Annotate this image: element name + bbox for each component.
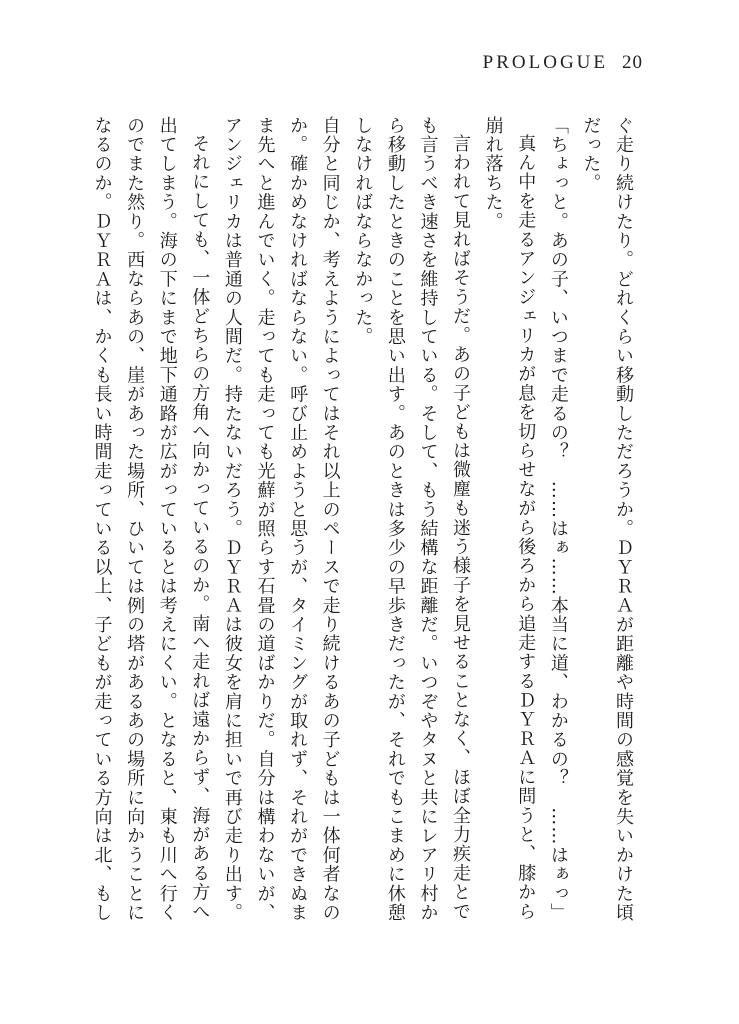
page-number: 20: [622, 52, 643, 73]
paragraph: 自分と同じか、考えようによってはそれ以上のペースで走り続けるあの子どもは一体何者なのか。確かめなければならない。呼び止めようと思うが、タイミングが取れず、それができぬまま先へと進んでいく。走っても走っても光蘚が照らす石畳の道ばかりだ。自分は構わないが、アンジェリカは普通の人間だ。持たないだろう。ＤＹＲＡは彼女を肩に担いで再び走り出す。: [221, 116, 341, 923]
dialogue-paragraph: 「ちょっと。あの子、いつまで走るの？ ……はぁ……本当に道、わかるの？ ……はぁっ」: [547, 116, 569, 923]
paragraph: それにしても、一体どちらの方角へ向かっているのか。南へ走れば遠からず、海がある方へ出てしまう。海の下にまで地下通路が広がっているとは考えにくい。となると、東も川へ行くのでまた然り。西ならあの、崖があった場所、ひいては例の塔があるあの場所に向かうことになるのか。ＤＹＲＡは、かくも長い時間走っている以上、子どもが走っている方向は北、もし: [91, 116, 211, 923]
paragraph: ぐ走り続けたり。どれくらい移動しただろうか。ＤＹＲＡが距離や時間の感覚を失いかけた頃だった。: [580, 116, 634, 923]
paragraph: 真ん中を走るアンジェリカが息を切らせながら後ろから追走するＤＹＲＡに問うと、膝から崩れ落ちた。: [482, 116, 537, 922]
paragraph: 言われて見ればそうだ。あの子どもは微塵も迷う様子を見せることなく、ほぼ全力疾走とでも言うべき速さを維持している。そして、もう結構な距離だ。いつぞやタヌと共にレアリ村から移動したときのことを思い出す。あのときは多少の早歩きだったが、それでもこまめに休憩しなければならなかった。: [352, 116, 472, 923]
chapter-title: PROLOGUE: [482, 52, 608, 73]
running-header: [483, 52, 643, 74]
vertical-body-text: [79, 116, 639, 936]
